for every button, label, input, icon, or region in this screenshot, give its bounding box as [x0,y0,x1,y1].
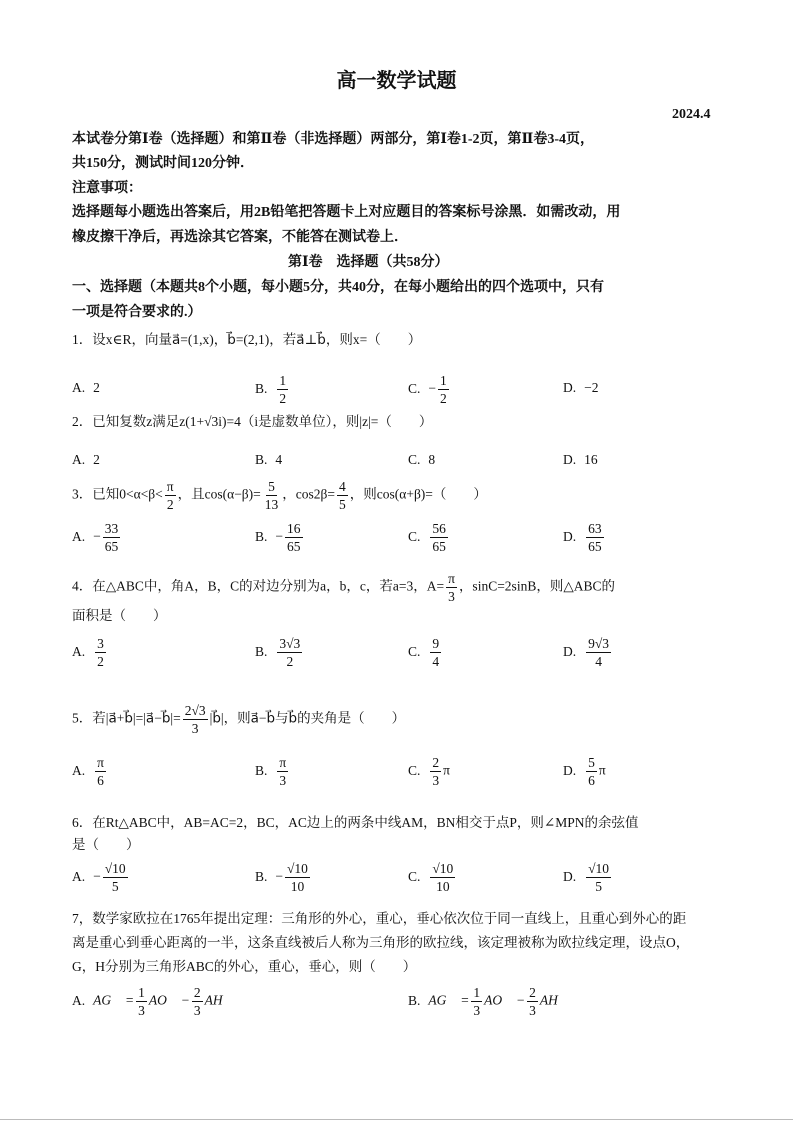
denominator: 2 [166,497,174,512]
option-label: C. [408,762,421,778]
numerator: 2√3 [184,703,206,718]
math-text: AG⃗ = [93,992,135,1008]
fraction [430,754,441,789]
part-title: 第Ⅰ卷 选择题（共58分） [288,255,449,270]
fraction [586,860,611,895]
fraction [527,984,538,1019]
denominator: 4 [432,654,440,669]
sign: − [428,380,437,396]
numerator: π [97,755,104,770]
denominator: 5 [339,497,346,512]
question-4-line-2: 面积是（ ） [72,608,167,623]
option-label: C. [408,452,421,467]
text: ，sinC=2sinB，则△ABC的 [458,578,615,594]
numerator: π [279,755,287,770]
math-text: AG⃗ = [428,992,470,1008]
numerator: π [448,571,455,586]
section-header-line-2: 一项是符合要求的.） [72,305,202,320]
denominator: 5 [595,879,602,894]
question-5 [72,702,405,737]
q1-option-a [72,380,100,396]
fraction [263,478,281,513]
sign: − [275,528,284,544]
text: 5．若|a⃗+b⃗|=|a⃗−b⃗|= [72,710,181,726]
numerator: 33 [104,521,119,536]
option-label: B. [255,528,268,544]
sign: − [93,868,101,884]
option-value: 16 [584,452,598,467]
denominator: 5 [111,879,119,894]
numerator: 2 [529,985,536,1000]
option-label: A. [72,528,86,544]
q4-option-a [72,635,108,670]
fraction [277,754,288,789]
fraction [136,984,147,1019]
fraction [586,754,597,789]
question-2: 2．已知复数z满足z(1+√3i)=4（i是虚数单位），则|z|=（ ） [72,414,433,429]
numerator: √10 [432,861,454,876]
option-label: C. [408,643,421,659]
question-1: 1．设x∈R，向量a⃗=(1,x)，b⃗=(2,1)，若a⃗⊥b⃗，则x=（ ） [72,332,422,347]
numerator: 5 [268,479,275,494]
q4-option-d [563,635,613,670]
denominator: 6 [588,773,595,788]
q4-option-c [408,635,443,670]
option-label: C. [408,528,421,544]
question-7-line-3: G，H分别为三角形ABC的外心，重心，垂心，则（ ） [72,959,417,974]
denominator: 2 [286,654,294,669]
option-value: 2 [93,380,100,395]
numerator: 2 [432,755,440,770]
option-value: −2 [584,380,599,395]
fraction [586,635,611,670]
numerator: 5 [588,755,595,770]
denominator: 4 [595,654,602,669]
option-label: A. [72,380,86,395]
denominator: 13 [264,497,279,512]
question-7: 7，数学家欧拉在1765年提出定理：三角形的外心，重心，垂心依次位于同一直线上，且重心到外心的距 [72,911,687,926]
question-4 [72,570,615,605]
intro-line-1: 本试卷分第Ⅰ卷（选择题）和第Ⅱ卷（非选择题）两部分，第Ⅰ卷1-2页，第Ⅱ卷3-4页， [72,132,595,147]
fraction [285,520,303,555]
q7-option-b [408,984,568,1019]
exam-date: 2024.4 [672,107,711,122]
option-label: A. [72,762,86,778]
q1-option-d [563,380,599,396]
q2-option-d [563,452,598,468]
numerator: 9 [432,636,440,651]
fraction [165,478,176,513]
numerator: 9√3 [588,636,610,651]
option-label: C. [408,868,421,884]
numerator: π [166,479,174,494]
intro-line-2: 共150分，测试时间120分钟． [72,156,254,171]
q3-option-b [255,520,305,555]
option-label: B. [255,762,268,778]
fraction [95,754,106,789]
sign: − [275,868,284,884]
q7-option-a [72,984,233,1019]
text: 3．已知0<α<β< [72,486,163,502]
option-value: 2 [93,452,100,467]
option-label: D. [563,380,577,395]
denominator: 2 [279,391,287,406]
denominator: 6 [97,773,104,788]
denominator: 3 [138,1003,145,1018]
notice-title: 注意事项： [72,181,142,196]
option-label: B. [255,643,268,659]
q6-option-c [408,860,457,895]
fraction [430,520,448,555]
denominator: 3 [432,773,440,788]
numerator: √10 [287,861,308,876]
numerator: √10 [104,861,126,876]
fraction [277,372,288,407]
question-3 [72,478,487,513]
denominator: 65 [588,539,602,554]
numerator: 16 [287,521,301,536]
q4-option-b [255,635,304,670]
q2-option-a [72,452,100,468]
q3-option-c [408,520,450,555]
fraction [277,635,302,670]
option-label: A. [72,452,86,467]
question-7-line-2: 离是重心到垂心距离的一半，这条直线被后人称为三角形的欧拉线，该定理被称为欧拉线定理，设点O， [72,935,690,950]
option-label: D. [563,643,577,659]
denominator: 3 [193,1003,201,1018]
fraction [103,860,128,895]
option-label: D. [563,762,577,778]
pi-symbol: π [443,762,450,778]
denominator: 3 [473,1003,481,1018]
numerator: 1 [440,373,447,388]
option-label: C. [408,380,421,396]
denominator: 3 [529,1003,536,1018]
denominator: 65 [104,539,119,554]
numerator: 56 [432,521,446,536]
fraction [430,860,455,895]
numerator: 63 [588,521,602,536]
notice-line-2: 橡皮擦干净后，再选涂其它答案，不能答在测试卷上． [72,230,408,245]
denominator: 3 [279,773,287,788]
text: ，且cos(α−β)= [177,486,261,502]
notice-line-1: 选择题每小题选出答案后，用2B铅笔把答题卡上对应题目的答案标号涂黑．如需改动，用 [72,205,621,220]
q6-option-a [72,860,130,895]
option-label: D. [563,452,577,467]
q5-option-c [408,754,450,789]
denominator: 65 [287,539,301,554]
fraction [430,635,441,670]
q6-option-b [255,860,312,895]
text: |b⃗|，则a⃗−b⃗与b⃗的夹角是（ ） [209,710,406,726]
question-6-line-2: 是（ ） [72,837,140,852]
option-label: A. [72,868,86,884]
math-text: AH⃗ [539,992,569,1008]
fraction [183,702,208,737]
fraction [285,860,310,895]
option-label: B. [408,992,421,1008]
text: ，cos2β= [282,486,336,502]
fraction [337,478,348,513]
option-label: D. [563,528,577,544]
page-bottom-divider [0,1119,793,1120]
denominator: 2 [97,654,104,669]
denominator: 10 [290,879,305,894]
pi-symbol: π [598,762,606,778]
numerator: √10 [588,861,610,876]
text: 4．在△ABC中，角A，B，C的对边分别为a，b，c，若a=3，A= [72,578,445,594]
fraction [446,570,457,605]
math-text: AO⃗ − [484,992,526,1008]
q5-option-b [255,754,290,789]
denominator: 2 [440,391,447,406]
q2-option-c [408,452,435,468]
denominator: 3 [191,721,199,736]
q3-option-a [72,520,122,555]
option-label: B. [255,452,268,467]
section-header-line-1: 一、选择题（本题共8个小题，每小题5分，共40分，在每小题给出的四个选项中，只有 [72,280,604,295]
text: ，则cos(α+β)=（ ） [349,486,487,502]
option-value: 4 [275,452,283,467]
fraction [438,372,449,407]
numerator: 1 [138,985,145,1000]
option-label: A. [72,643,86,659]
option-label: A. [72,992,86,1008]
option-label: B. [255,868,268,884]
question-6: 6．在Rt△ABC中，AB=AC=2，BC，AC边上的两条中线AM，BN相交于点P，则∠MPN的余弦值 [72,815,639,830]
sign: − [93,528,101,544]
q1-option-b [255,372,290,407]
q5-option-d [563,754,606,789]
option-label: B. [255,380,268,396]
numerator: 3√3 [279,636,301,651]
page-title: 高一数学试题 [336,68,457,92]
q2-option-b [255,452,282,468]
q3-option-d [563,520,606,555]
option-label: D. [563,868,577,884]
numerator: 2 [193,985,201,1000]
numerator: 1 [279,373,287,388]
option-value: 8 [428,452,436,467]
numerator: 3 [97,636,104,651]
denominator: 10 [436,879,450,894]
fraction [586,520,604,555]
q5-option-a [72,754,108,789]
math-text: AO⃗ − [148,992,190,1008]
q1-option-c [408,372,451,407]
fraction [471,984,482,1019]
denominator: 3 [448,589,455,604]
numerator: 1 [473,985,481,1000]
q6-option-d [563,860,613,895]
fraction [192,984,203,1019]
numerator: 4 [339,479,346,494]
fraction [103,520,121,555]
math-text: AH⃗ [204,992,234,1008]
denominator: 65 [432,539,446,554]
fraction [95,635,106,670]
